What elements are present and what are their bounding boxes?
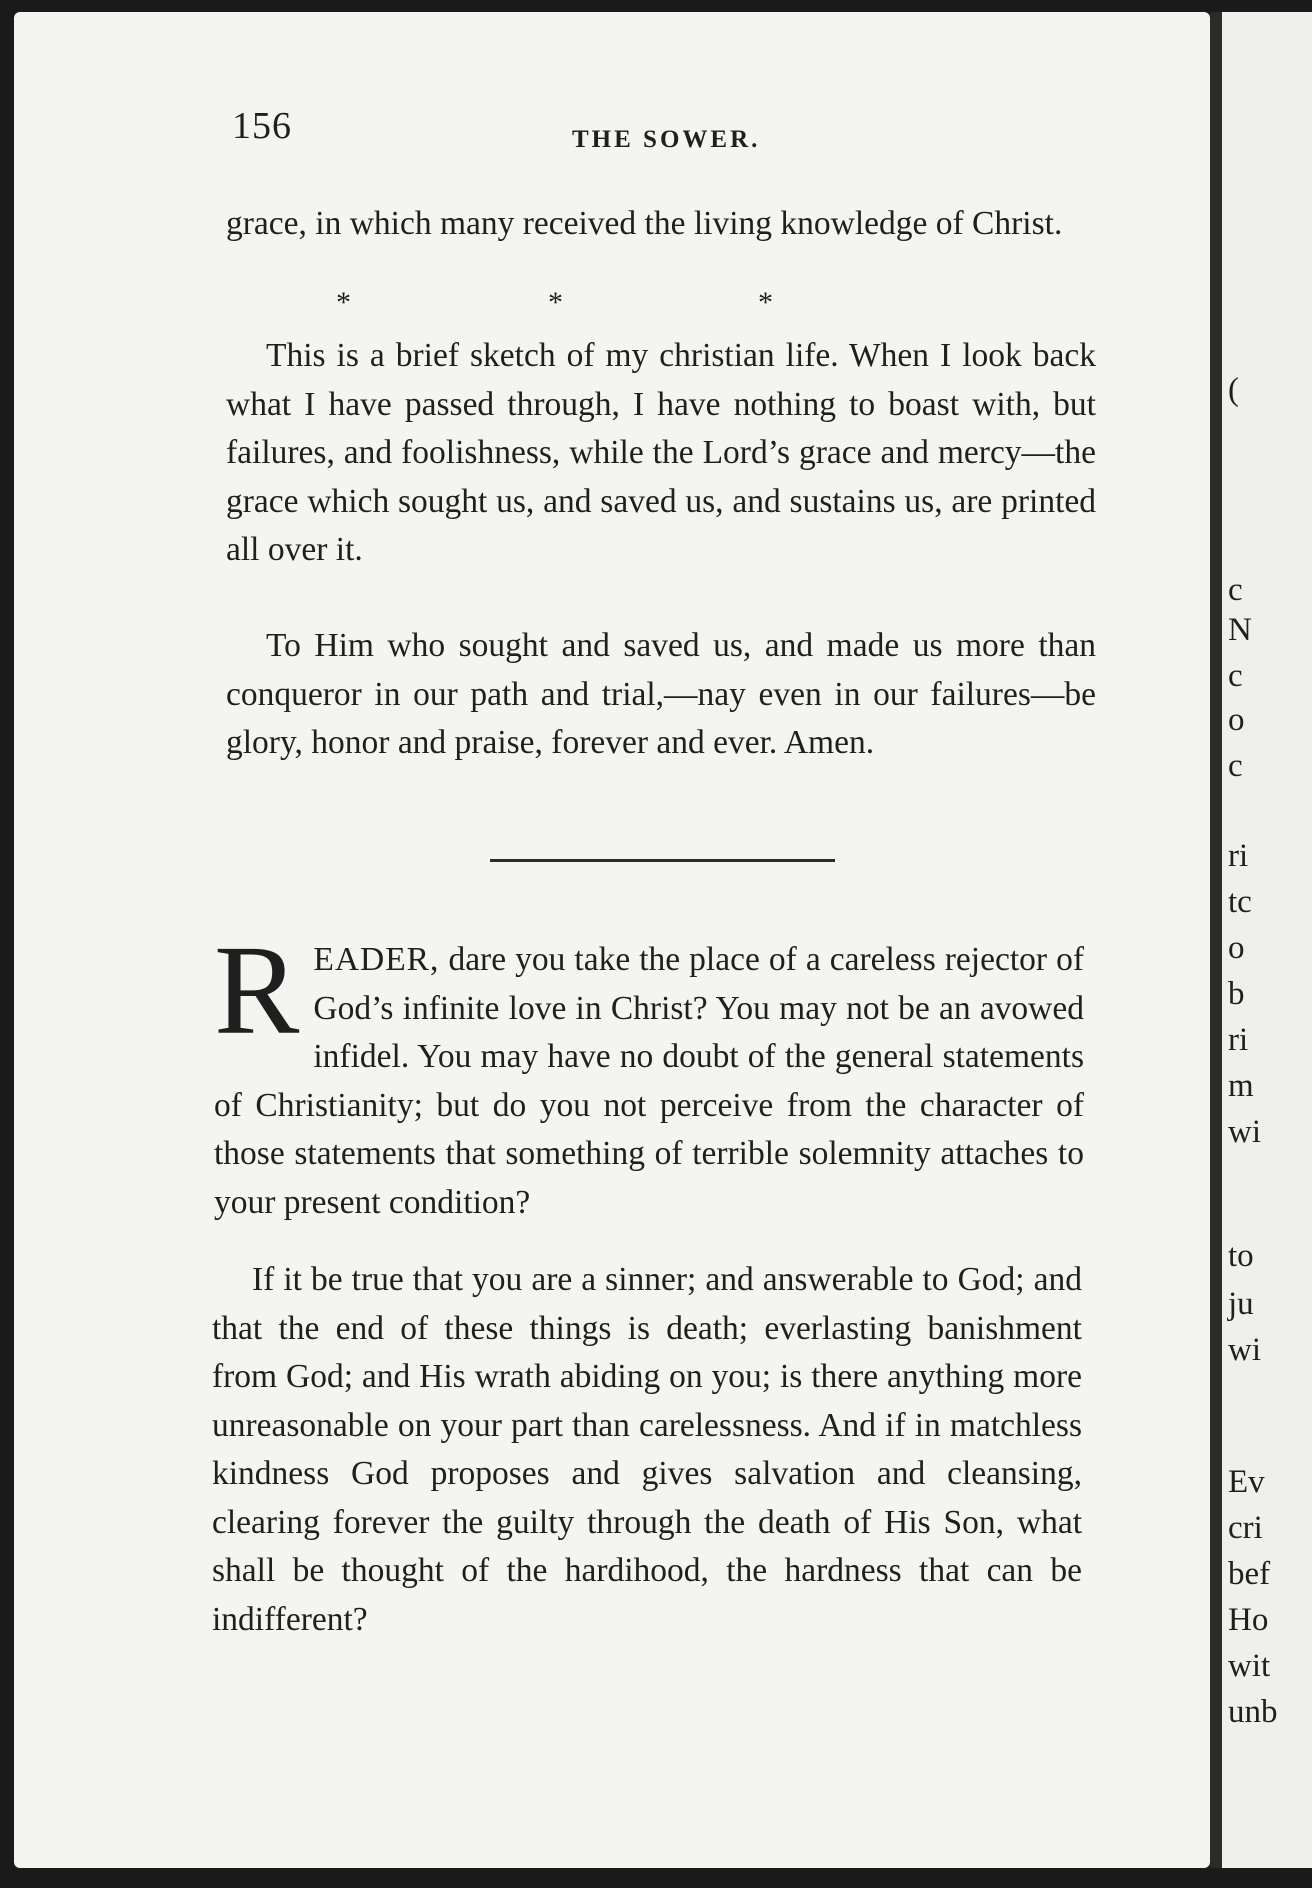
facing-fragment: m: [1228, 1068, 1254, 1104]
facing-fragment: o: [1228, 930, 1245, 966]
facing-fragment: unb: [1228, 1694, 1278, 1730]
paragraph-1: grace, in which many received the living knowledge of Christ.: [226, 205, 1063, 242]
facing-fragment: c: [1228, 572, 1243, 608]
page-number: 156: [232, 105, 292, 147]
reader-paragraph: [214, 919, 1084, 1227]
facing-fragment: tc: [1228, 884, 1252, 920]
facing-fragment: ri: [1228, 838, 1249, 874]
book-gutter: [1210, 12, 1222, 1868]
paragraph-5: [212, 1256, 1082, 1644]
running-head: [232, 104, 1102, 154]
facing-fragment: ju: [1228, 1286, 1254, 1322]
facing-fragment: (: [1228, 372, 1239, 408]
reader-paragraph-text: [214, 919, 1084, 1227]
facing-fragment: ri: [1228, 1022, 1249, 1058]
paragraph-3: [226, 622, 1096, 768]
facing-fragment: o: [1228, 702, 1245, 738]
paragraph-2: [226, 332, 1096, 575]
paragraph-2-text: This is a brief sketch of my christian life. When I look back what I have passed through, I have nothing to boast with, but failures, and foolishness, while the Lord’s grace and mercy—the grace which sought us, and saved us, and sustains us, are printed all over it.: [226, 337, 1096, 568]
facing-fragment: wi: [1228, 1114, 1261, 1150]
asterisk-ornament: *: [336, 286, 351, 319]
facing-fragment: cri: [1228, 1510, 1263, 1546]
asterisk-ornament: *: [758, 286, 773, 319]
facing-fragment: Ho: [1228, 1602, 1269, 1638]
facing-fragment: to: [1228, 1238, 1254, 1274]
reader-lead-word: EADER,: [313, 941, 440, 978]
facing-fragment: c: [1228, 658, 1243, 694]
asterisk-ornament: *: [548, 286, 563, 319]
facing-page-edge: [1222, 12, 1312, 1868]
reader-paragraph-rest: dare you take the place of a careless rejector of God’s infinite love in Christ? You may not be an avowed infidel. You may have no doubt of the general statements of Christianity; but do you not perceive from the character of those statements that something of terrible solemnity attaches to your present condition?: [214, 941, 1084, 1221]
facing-fragment: N: [1228, 612, 1252, 648]
facing-fragment: wi: [1228, 1332, 1261, 1368]
section-divider: [490, 859, 835, 862]
facing-fragment: bef: [1228, 1556, 1271, 1592]
facing-fragment: c: [1228, 748, 1243, 784]
facing-fragment: b: [1228, 976, 1245, 1012]
facing-fragment: wit: [1228, 1648, 1271, 1684]
section-ornament: [226, 286, 1096, 319]
paragraph-3-text: To Him who sought and saved us, and made us more than conqueror in our path and trial,—nay even in our failures—be glory, honor and praise, forever and ever. Amen.: [226, 627, 1096, 761]
facing-fragment: Ev: [1228, 1464, 1265, 1500]
running-title: THE SOWER.: [572, 126, 761, 153]
paragraph-5-text: If it be true that you are a sinner; and answerable to God; and that the end of these things is death; everlasting banishment from God; and His wrath abiding on you; is there anything more unreasonable on your part than carelessness. And if in matchless kindness God proposes and gives salvation and cleansing, clearing forever the guilty through the death of His Son, what shall be thought of the hardihood, the hardness that can be indifferent?: [212, 1261, 1082, 1638]
drop-cap: R: [214, 919, 300, 1061]
